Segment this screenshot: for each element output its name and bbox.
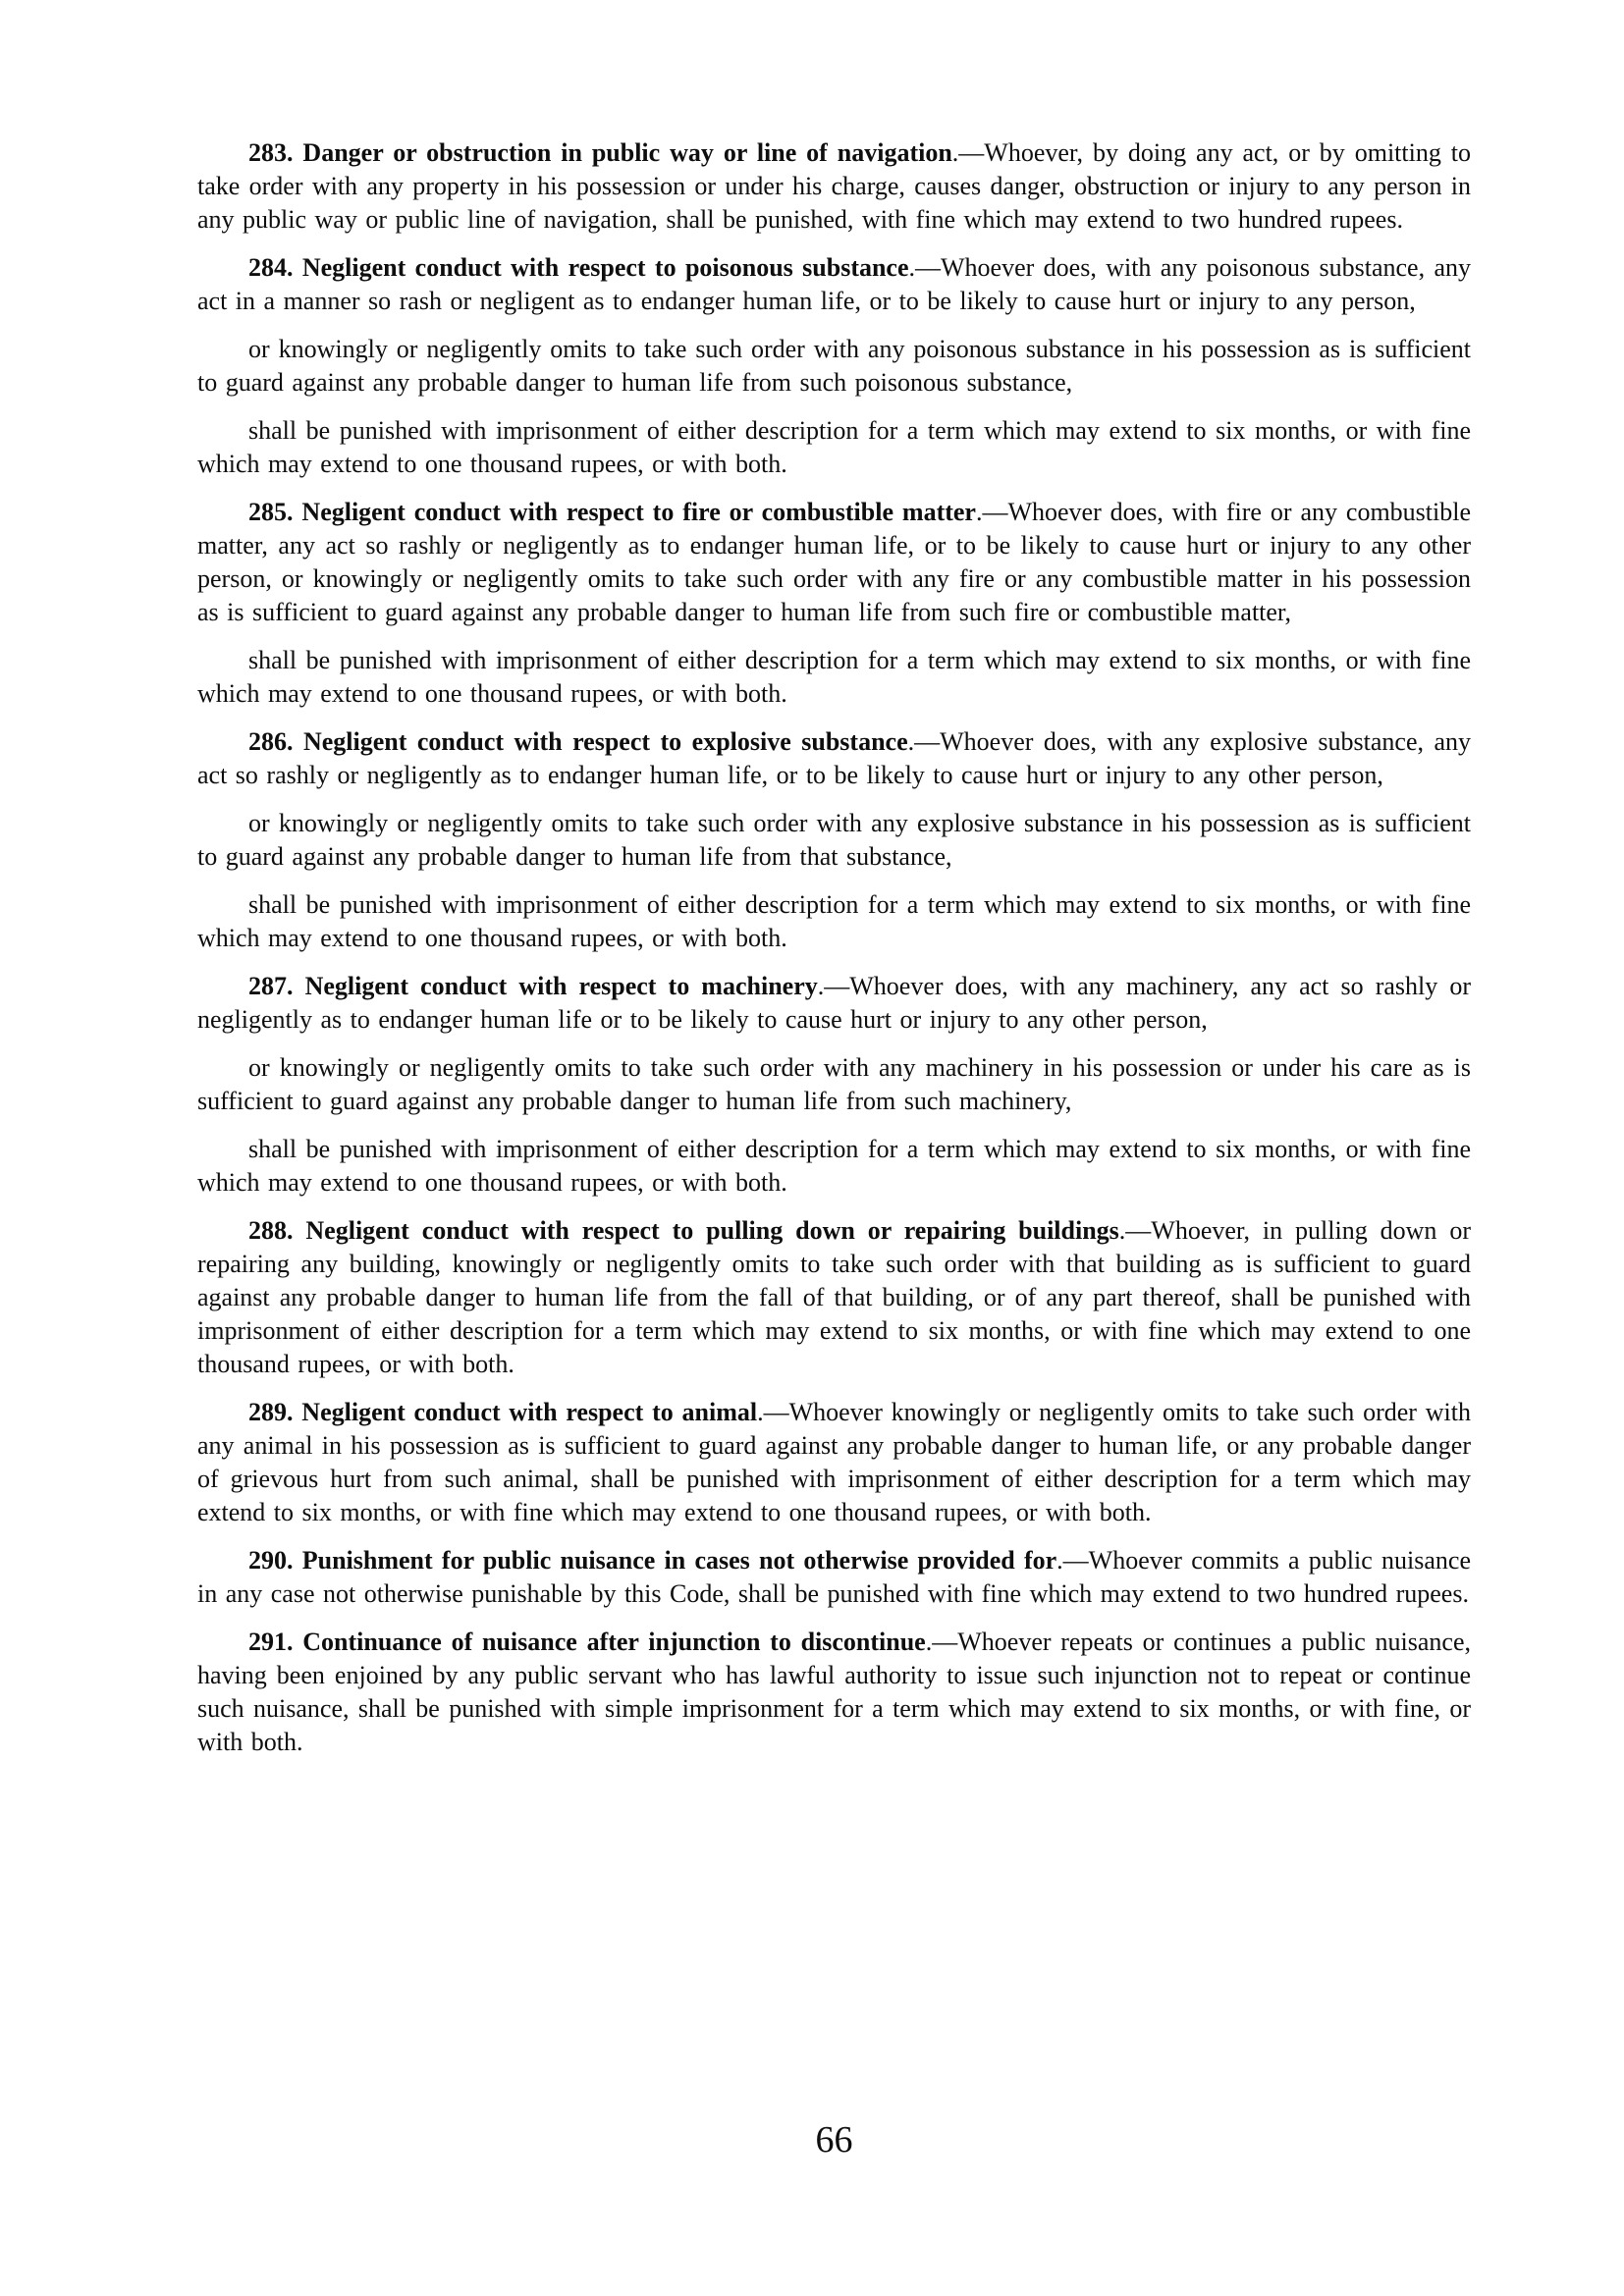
section-289-paragraph	[197, 1396, 1471, 1529]
section-287-paragraph-3: shall be punished with imprisonment of either description for a term which may extend to six months, or with fine which may extend to one thousand rupees, or with both.	[197, 1135, 1471, 1197]
section-287-text: .—Whoever does, with any machinery, any act so rashly or negligently as to endanger human life or to be likely to cause hurt or injury to any other person,	[197, 972, 1471, 1034]
section-288-heading: 288. Negligent conduct with respect to pulling down or repairing buildings	[248, 1216, 1119, 1245]
document-body	[197, 136, 1471, 1774]
section-284-text: .—Whoever does, with any poisonous substance, any act in a manner so rash or negligent as to endanger human life, or to be likely to cause hurt or injury to any person,	[197, 253, 1472, 315]
section-284-heading: 284. Negligent conduct with respect to poisonous substance	[248, 253, 909, 282]
section-286-paragraph	[197, 725, 1471, 792]
section-285-text: .—Whoever does, with fire or any combustible matter, any act so rashly or negligently as to endanger human life, or to be likely to cause hurt or injury to any other person, or knowingly or negligently omits to take such order with any fire or any combustible matter in his possession as is sufficient to guard against any probable danger to human life from such fire or combustible matter,	[197, 498, 1472, 626]
section-289-heading: 289. Negligent conduct with respect to animal	[248, 1398, 758, 1426]
section-287-paragraph	[197, 970, 1471, 1037]
section-288-text: .—Whoever, in pulling down or repairing any building, knowingly or negligently omits to take such order with that building as is sufficient to guard against any probable danger to human life from the fall of that building, or of any part thereof, shall be punished with imprisonment of either description for a term which may extend to six months, or with fine which may extend to one thousand rupees, or with both.	[197, 1216, 1471, 1378]
section-284-paragraph-3: shall be punished with imprisonment of either description for a term which may extend to six months, or with fine which may extend to one thousand rupees, or with both.	[197, 416, 1471, 478]
section-291-heading: 291. Continuance of nuisance after injunction to discontinue	[248, 1628, 926, 1656]
section-288-paragraph	[197, 1214, 1471, 1381]
section-287-paragraph-2: or knowingly or negligently omits to take such order with any machinery in his possession or under his care as is sufficient to guard against any probable danger to human life from such machinery,	[197, 1053, 1471, 1115]
section-290-text: .—Whoever commits a public nuisance in any case not otherwise punishable by this Code, shall be punished with fine which may extend to two hundred rupees.	[197, 1546, 1471, 1608]
section-286-heading: 286. Negligent conduct with respect to explosive substance	[248, 727, 908, 756]
section-285-heading: 285. Negligent conduct with respect to fire or combustible matter	[248, 498, 976, 526]
section-286-paragraph-3: shall be punished with imprisonment of either description for a term which may extend to six months, or with fine which may extend to one thousand rupees, or with both.	[197, 890, 1471, 952]
section-291-text: .—Whoever repeats or continues a public nuisance, having been enjoined by any public servant who has lawful authority to issue such injunction not to repeat or continue such nuisance, shall be punished with simple imprisonment for a term which may extend to six months, or with fine, or with both.	[197, 1628, 1471, 1756]
section-285-paragraph	[197, 496, 1471, 629]
section-283-text: .—Whoever, by doing any act, or by omitting to take order with any property in his possession or under his charge, causes danger, obstruction or injury to any person in any public way or public line of navigation, shall be punished, with fine which may extend to two hundred rupees.	[197, 138, 1471, 234]
section-290-paragraph	[197, 1544, 1471, 1611]
section-286-text: .—Whoever does, with any explosive substance, any act so rashly or negligently as to endanger human life, or to be likely to cause hurt or injury to any other person,	[197, 727, 1472, 789]
section-289-text: .—Whoever knowingly or negligently omits to take such order with any animal in his possession as is sufficient to guard against any probable danger to human life, or any probable danger of grievous hurt from such animal, shall be punished with imprisonment of either description for a term which may extend to six months, or with fine which may extend to one thousand rupees, or with both.	[197, 1398, 1471, 1526]
section-283-paragraph	[197, 136, 1471, 237]
page-number: 66	[815, 2119, 853, 2161]
section-283-heading: 283. Danger or obstruction in public way or line of navigation	[248, 138, 952, 167]
section-284-paragraph	[197, 251, 1471, 318]
section-285-paragraph-2: shall be punished with imprisonment of either description for a term which may extend to six months, or with fine which may extend to one thousand rupees, or with both.	[197, 646, 1471, 708]
section-291-paragraph	[197, 1626, 1471, 1759]
section-286-paragraph-2: or knowingly or negligently omits to take such order with any explosive substance in his possession as is sufficient to guard against any probable danger to human life from that substance,	[197, 809, 1471, 871]
section-290-heading: 290. Punishment for public nuisance in cases not otherwise provided for	[248, 1546, 1057, 1575]
section-287-heading: 287. Negligent conduct with respect to machinery	[248, 972, 818, 1000]
section-284-paragraph-2: or knowingly or negligently omits to take such order with any poisonous substance in his possession as is sufficient to guard against any probable danger to human life from such poisonous substance,	[197, 335, 1471, 397]
